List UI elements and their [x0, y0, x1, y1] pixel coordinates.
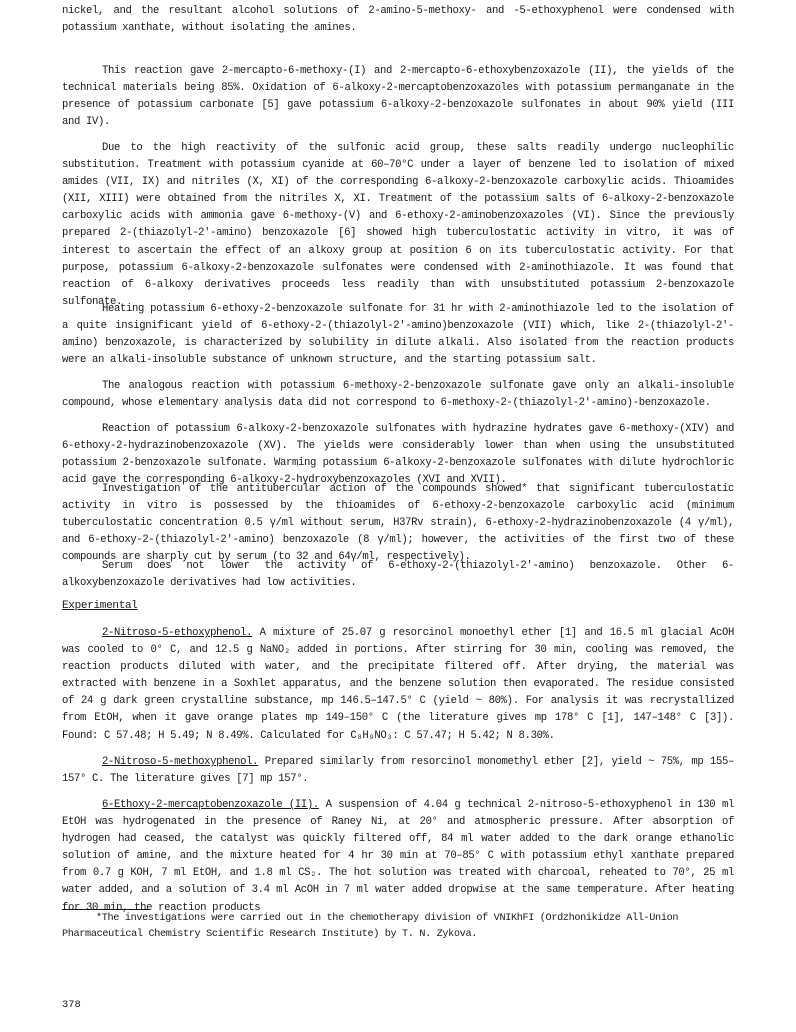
page-number: 378	[62, 999, 81, 1011]
procedure-title: 2-Nitroso-5-methoxyphenol.	[102, 756, 259, 768]
procedure-body: A suspension of 4.04 g technical 2-nitroso-5-ethoxyphenol in 130 ml EtOH was hydrogenated in the presence of Raney Ni, at 20° and atmospheric pressure. After absorption of hydrogen had ceased, the catalyst was quickly filtered off, 84 ml water added to the dark orange ethanolic solution of amine, and the mixture heated for 4 hr 30 min at 70–85° C with potassium ethyl xanthate prepared from 0.7 g KOH, 7 ml EtOH, and 1.8 ml CS₂. The hot solution was treated with charcoal, reheated to 70°, 25 ml water added, and a solution of 3.4 ml AcOH in 7 ml water added dropwise at the same temperature. After heating for 30 min, the reaction products	[62, 799, 734, 914]
procedure-nitroso-ethoxyphenol	[62, 625, 734, 745]
footnote-divider	[62, 909, 150, 910]
procedure-body: Prepared similarly from resorcinol monomethyl ether [2], yield ~ 75%, mp 155–157° C. The literature gives [7] mp 157°.	[62, 756, 734, 786]
paragraph-antitubercular-activity: Investigation of the antitubercular action of the compounds showed* that significant tuberculostatic activity in vitro is possessed by the thioamides of 6-ethoxy-2-benzoxazole carboxylic acid (minimum tuberculostatic concentration 0.5 γ/ml without serum, H37Rv strain), 6-ethoxy-2-hydrazinobenzoxazole (4 γ/ml), and 6-ethoxy-2-(thiazolyl-2'-amino) benzoxazole (8 γ/ml); however, the activities of the first two of these compounds are sharply cut by serum (to 32 and 64γ/ml, respectively).	[62, 483, 734, 564]
footnote: *The investigations were carried out in the chemotherapy division of VNIKhFI (Ordzhonikidze All-Union Pharmaceutical Chemistry Scientific Research Institute) by T. N. Zykova.	[62, 913, 679, 940]
paragraph-methoxy-analog: The analogous reaction with potassium 6-methoxy-2-benzoxazole sulfonate gave only an alkali-insoluble compound, whose elementary analysis data did not correspond to 6-methoxy-2-(thiazolyl-2'-amino)-benzoxazole.	[62, 380, 734, 410]
procedure-nitroso-methoxyphenol	[62, 754, 734, 788]
paragraph-aminothiazole-heating: Heating potassium 6-ethoxy-2-benzoxazole sulfonate for 31 hr with 2-aminothiazole led to the isolation of a quite insignificant yield of 6-ethoxy-2-(thiazolyl-2'-amino)benzoxazole (VII) which, like 2-(thiazolyl-2'-amino) benzoxazole, is characterized by solubility in dilute alkali. Also isolated from the reaction products were an alkali-insoluble substance of unknown structure, and the starting potassium salt.	[62, 303, 734, 367]
paragraph-hydrazine-reaction: Reaction of potassium 6-alkoxy-2-benzoxazole sulfonates with hydrazine hydrates gave 6-methoxy-(XIV) and 6-ethoxy-2-hydrazinobenzoxazole (XV). The yields were considerably lower than when using the unsubstituted potassium 2-benzoxazole sulfonate. Warming potassium 6-alkoxy-2-benzoxazole sulfonates with dilute hydrochloric acid gave the corresponding 6-alkoxy-2-hydroxybenzoxazoles (XVI and XVII).	[62, 423, 734, 487]
procedure-title: 2-Nitroso-5-ethoxyphenol.	[102, 627, 253, 639]
procedure-title: 6-Ethoxy-2-mercaptobenzoxazole (II).	[102, 799, 319, 811]
paragraph-sulfonic-substitution: Due to the high reactivity of the sulfonic acid group, these salts readily undergo nucleophilic substitution. Treatment with potassium cyanide at 60–70°C under a layer of benzene led to isolation of mixed amides (VII, IX) and nitriles (X, XI) of the corresponding 6-alkoxy-2-benzoxazole carboxylic acids. Thioamides (XII, XIII) were obtained from the nitriles X, XI. Treatment of the potassium salts of 6-alkoxy-2-benzoxazole carboxylic acids with ammonia gave 6-methoxy-(V) and 6-ethoxy-2-aminobenzoxazoles (VI). Since the previously prepared 2-(thiazolyl-2'-amino) benzoxazole [6] showed high tuberculostatic activity in vitro, it was of interest to ascertain the effect of an alkoxy group at position 6 on its tuberculostatic activity. For that purpose, potassium 6-alkoxy-2-benzoxazole sulfonates were condensed with 2-aminothiazole. It was found that reaction of 6-alkoxy derivatives proceeds less readily than with unsubstituted potassium 2-benzoxazole sulfonate.	[62, 142, 734, 308]
procedure-body: A mixture of 25.07 g resorcinol monoethyl ether [1] and 16.5 ml glacial AcOH was cooled to 0° C, and 12.5 g NaNO₂ added in portions. After stirring for 30 min, cooling was removed, the reaction products diluted with water, and the precipitate filtered off. After drying, the material was extracted with benzene in a Soxhlet apparatus, and the benzene solution then evaporated. The residue consisted of 24 g dark green crystalline substance, mp 146.5–147.5° C (yield ~ 80%). For analysis it was recrystallized from EtOH, when it gave orange plates mp 149–150° C (the literature gives mp 178° C [1], 147–148° C [3]). Found: C 57.48; H 5.49; N 8.49%. Calculated for C₈H₉NO₃: C 57.47; H 5.42; N 8.30%.	[62, 627, 734, 742]
section-heading-experimental: Experimental	[62, 600, 138, 612]
paragraph-serum-effect: Serum does not lower the activity of 6-ethoxy-2-(thiazolyl-2'-amino) benzoxazole. Other 6-alkoxybenzoxazole derivatives had low activities.	[62, 560, 734, 590]
paragraph-reaction-yield: This reaction gave 2-mercapto-6-methoxy-(I) and 2-mercapto-6-ethoxybenzoxazole (II), the yields of the technical materials being 85%. Oxidation of 6-alkoxy-2-mercaptobenzoxazoles with potassium permanganate in the presence of potassium carbonate [5] gave potassium 6-alkoxy-2-benzoxazole sulfonates in about 90% yield (III and IV).	[62, 65, 734, 129]
procedure-ethoxy-mercaptobenzoxazole	[62, 797, 734, 917]
paragraph-continuation: nickel, and the resultant alcohol solutions of 2-amino-5-methoxy- and -5-ethoxyphenol were condensed with potassium xanthate, without isolating the amines.	[62, 5, 734, 35]
